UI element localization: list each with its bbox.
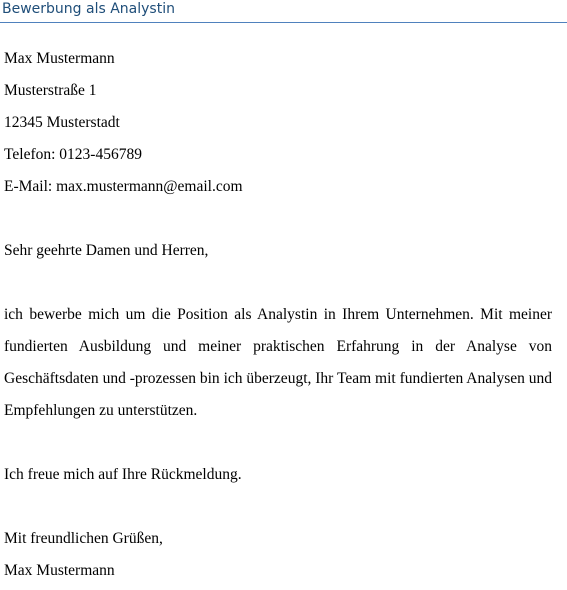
spacer bbox=[4, 206, 552, 238]
sender-name: Max Mustermann bbox=[4, 50, 115, 67]
salutation: Sehr geehrte Damen und Herren, bbox=[4, 242, 209, 259]
letter-body bbox=[4, 46, 552, 590]
spacer bbox=[4, 427, 552, 459]
sender-street: Musterstraße 1 bbox=[4, 82, 97, 99]
spacer bbox=[4, 494, 552, 526]
header-title: Bewerbung als Analystin bbox=[2, 1, 175, 17]
signature: Max Mustermann bbox=[4, 562, 115, 579]
page-header bbox=[0, 0, 567, 23]
closing: Mit freundlichen Grüßen, bbox=[4, 530, 163, 547]
sender-phone: Telefon: 0123-456789 bbox=[4, 146, 142, 163]
body-paragraph: ich bewerbe mich um die Position als Analystin in Ihrem Unternehmen. Mit meiner fundierten Ausbildung und meiner praktischen Erfahrung in der Analyse von Geschäftsdaten und -prozessen bin ich überzeugt, Ihr Team mit fundierten Analysen und Empfehlungen zu unterstützen. bbox=[4, 306, 552, 419]
sender-city: 12345 Musterstadt bbox=[4, 114, 120, 131]
closing-sentence: Ich freue mich auf Ihre Rückmeldung. bbox=[4, 466, 242, 483]
spacer bbox=[4, 270, 552, 302]
sender-email: E-Mail: max.mustermann@email.com bbox=[4, 178, 243, 195]
